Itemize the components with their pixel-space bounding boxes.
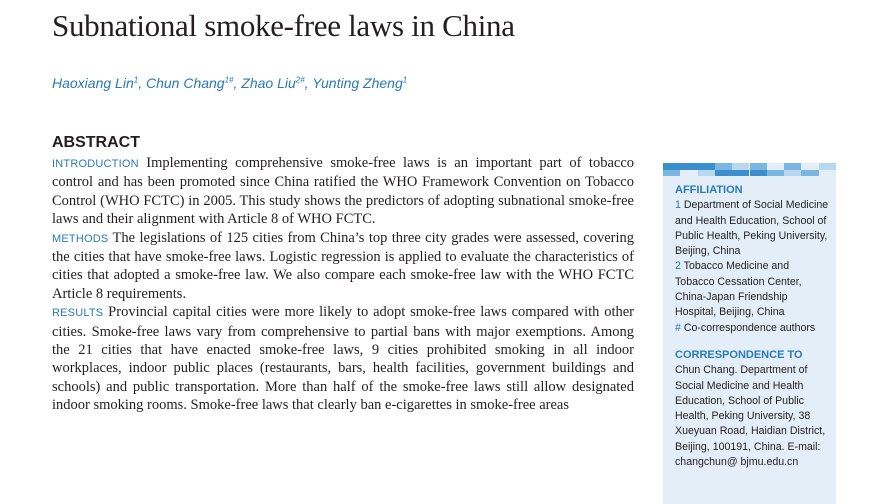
abstract-introduction: INTRODUCTION Implementing comprehensive smoke-free laws is an important part of tobacco control and has been promoted since China ratified the WHO Framework Convention on Tobacco Control (WHO FCTC) in 2005. This study shows the predictors of adopting subnational smoke-free laws and their alignment with Article 8 of WHO FCTC. — [52, 155, 635, 228]
sidebar-spacer — [675, 336, 831, 348]
abstract-body — [52, 154, 634, 415]
section-label-introduction: INTRODUCTION — [52, 158, 139, 170]
author[interactable]: Yunting Zheng$^1$ — [312, 75, 408, 91]
affiliation-number: # — [675, 321, 681, 334]
author[interactable]: Haoxiang Lin$^1$ — [52, 75, 139, 91]
strip-cell — [750, 170, 767, 177]
affiliation-number: 2 — [675, 260, 681, 273]
strip-cell — [784, 170, 801, 177]
strip-cell — [801, 170, 818, 177]
strip-cell — [680, 170, 697, 177]
affiliation-item: # Co-correspondence authors — [675, 321, 816, 334]
author-affiliation-marker: 2# — [295, 75, 305, 85]
affiliation-heading: AFFILIATION — [675, 184, 743, 196]
affiliation-sidebar — [663, 163, 836, 504]
strip-cell — [715, 170, 732, 177]
strip-cell — [663, 170, 680, 177]
abstract-results: RESULTS Provincial capital cities were more likely to adopt smoke-free laws compared with other cities. Smoke-free laws vary from comprehensive to partial bans with major exemptions. Among the 21 cities that have enacted smoke-free laws, 9 cities prohibited smoking in all indoor workplaces, indoor public places (restaurants, bars, health facilities, government buildings and schools) and public transportation. More than half of the smoke-free laws still allow designated indoor smoking rooms. Smoke-free laws that clearly ban e-cigarettes in smoke-free areas — [52, 304, 635, 414]
author-affiliation-marker: 1 — [402, 75, 408, 85]
section-label-methods: METHODS — [52, 232, 109, 245]
correspondence-heading: CORRESPONDENCE TO — [675, 348, 803, 361]
abstract-methods: METHODS The legislations of 125 cities from China’s top three city grades were assessed, covering the cities that have smoke-free laws. Logistic regression is applied to evaluate the characteristics of cities that adopted a smoke-free law. We also compare each smoke-free law with the WHO FCTC Article 8 requirements. — [52, 229, 634, 302]
affiliation-item: 1 Department of Social Medicine and Health Education, School of Public Health, Peking University, Beijing, China — [675, 199, 829, 258]
strip-cell — [819, 170, 836, 177]
sidebar-color-strip — [663, 163, 836, 176]
strip-cell — [732, 170, 749, 177]
author-affiliation-marker: 1 — [133, 75, 139, 85]
abstract-heading: ABSTRACT — [52, 134, 140, 151]
author-affiliation-marker: 1# — [224, 75, 234, 85]
strip-cell — [767, 170, 784, 177]
strip-cell — [698, 170, 715, 177]
author-list: Haoxiang Lin$^1$, Chun Chang$^{1\#}$, Zhao Liu$^{2\#}$, Yunting Zheng$^1$ — [52, 75, 408, 91]
correspondence-details[interactable]: Chun Chang. Department of Social Medicine and Health Education, School of Public Health, Peking University, 38 Xueyuan Road, Haidian District, Beijing, 100191, China. E-mail: changchun@ bjmu.edu.cn — [675, 364, 826, 469]
affiliation-item: 2 Tobacco Medicine and Tobacco Cessation Center, China-Japan Friendship Hospital, Beijing, China — [675, 260, 802, 319]
affiliation-number: 1 — [675, 199, 681, 212]
author[interactable]: Chun Chang$^{1\#}$ — [145, 75, 234, 91]
article-title: Subnational smoke-free laws in China — [52, 8, 515, 43]
author[interactable]: Zhao Liu$^{2\#}$ — [241, 75, 305, 91]
section-label-results: RESULTS — [52, 307, 104, 320]
